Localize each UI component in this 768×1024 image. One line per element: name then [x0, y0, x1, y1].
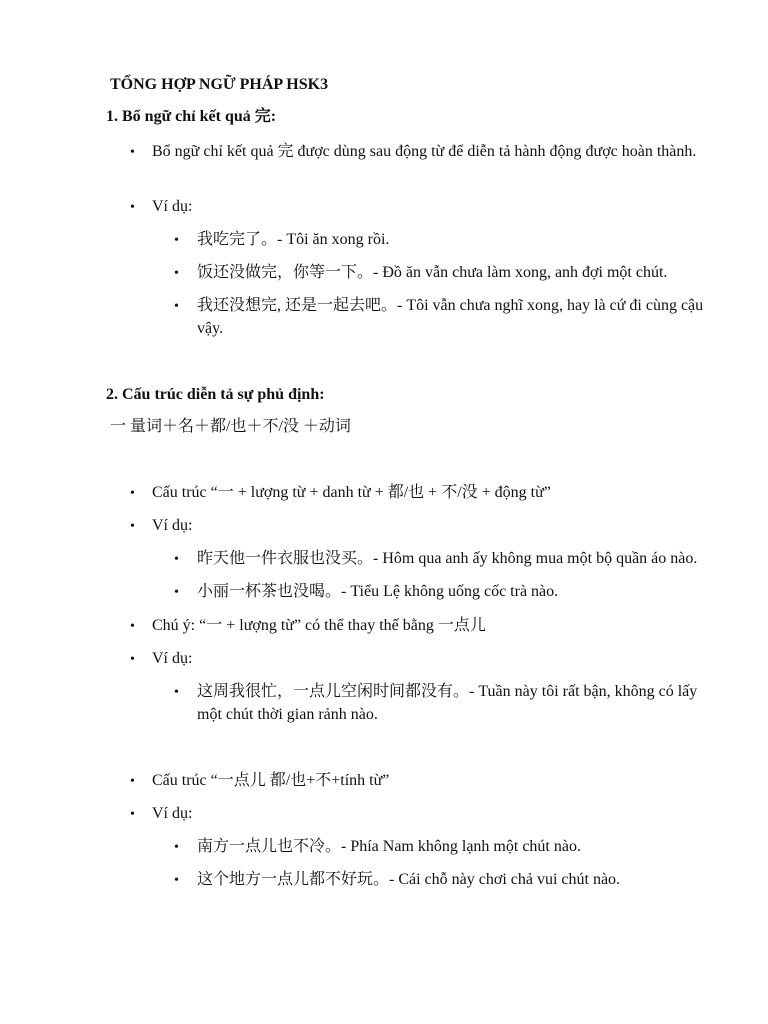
example-label: Ví dụ: [152, 517, 193, 534]
example-item: 昨天他一件衣服也没买。- Hôm qua anh ấy không mua một bộ quần áo nào. [197, 550, 698, 567]
sub-bullet-point: • [174, 685, 179, 700]
example-item: 我还没想完, 还是一起去吧。- Tôi vẫn chưa nghĩ xong, hay là cứ đi cùng cậu vậy. [197, 297, 704, 337]
structure-formula: 一 量词＋名＋都/也＋不/没 ＋动词 [110, 418, 351, 435]
example-label: Ví dụ: [152, 805, 193, 822]
section-2-heading: 2. Cấu trúc diễn tả sự phủ định: [106, 386, 325, 403]
example-label: Ví dụ: [152, 650, 193, 667]
example-label: Ví dụ: [152, 198, 193, 215]
document-title: TỔNG HỢP NGỮ PHÁP HSK3 [110, 76, 329, 93]
bullet-point: • [130, 619, 135, 634]
example-item: 这周我很忙，一点儿空闲时间都没有。- Tuần này tôi rất bận, không có lấy một chút thời gian rảnh nào. [197, 683, 698, 723]
sub-bullet-point: • [174, 552, 179, 567]
sub-bullet-point: • [174, 873, 179, 888]
example-item: 南方一点儿也不冷。- Phía Nam không lạnh một chút nào. [197, 838, 581, 855]
structure-1: Cấu trúc “一 + lượng từ + danh từ + 都/也 + 不/没 + động từ” [152, 484, 551, 501]
bullet-point: • [130, 200, 135, 215]
bullet-point: • [130, 652, 135, 667]
sub-bullet-point: • [174, 585, 179, 600]
section-1-heading: 1. Bổ ngữ chỉ kết quả 完: [106, 108, 277, 125]
bullet-point: • [130, 774, 135, 789]
section-1-description: Bổ ngữ chỉ kết quả 完 được dùng sau động từ để diễn tả hành động được hoàn thành. [152, 143, 697, 160]
sub-bullet-point: • [174, 840, 179, 855]
bullet-point: • [130, 807, 135, 822]
example-item: 这个地方一点儿都不好玩。- Cái chỗ này chơi chả vui chút nào. [197, 871, 621, 888]
bullet-point: • [130, 145, 135, 160]
sub-bullet-point: • [174, 299, 179, 314]
bullet-point: • [130, 486, 135, 501]
bullet-point: • [130, 519, 135, 534]
structure-2: Cấu trúc “一点儿 都/也+不+tính từ” [152, 772, 390, 789]
example-item: 我吃完了。- Tôi ăn xong rồi. [197, 231, 390, 248]
note: Chú ý: “一 + lượng từ” có thể thay thế bằng 一点儿 [152, 617, 486, 634]
example-item: 小丽一杯茶也没喝。- Tiểu Lệ không uống cốc trà nào. [197, 583, 559, 600]
example-item: 饭还没做完，你等一下。- Đồ ăn vẫn chưa làm xong, anh đợi một chút. [197, 264, 668, 281]
sub-bullet-point: • [174, 266, 179, 281]
sub-bullet-point: • [174, 233, 179, 248]
